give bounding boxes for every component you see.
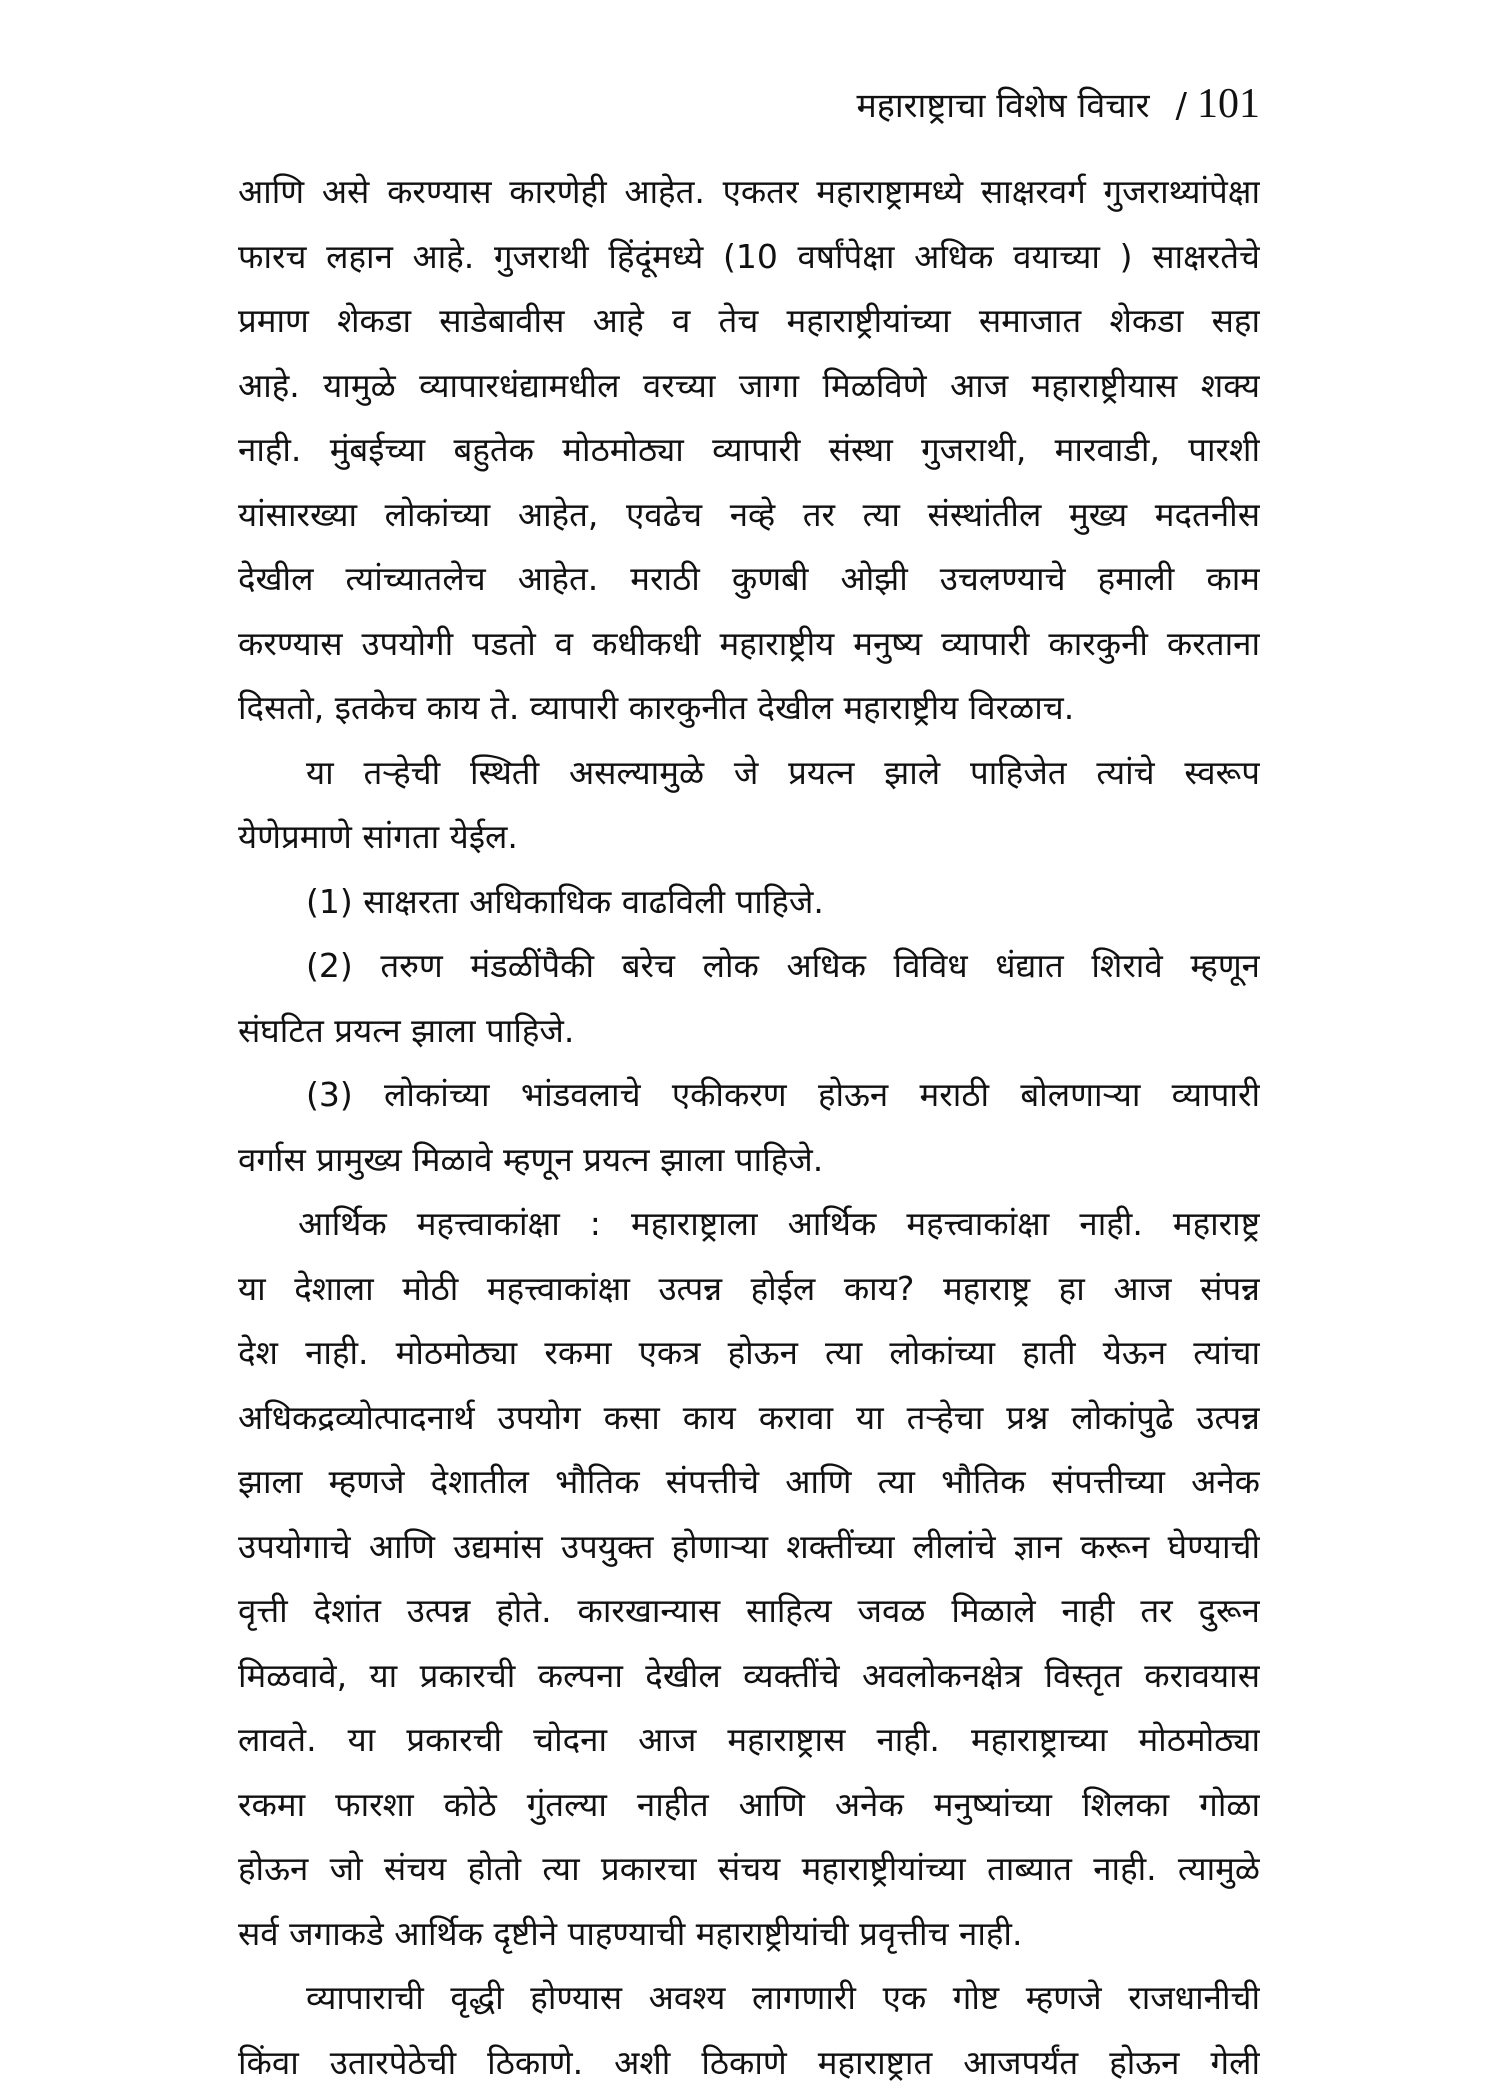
list-item: (2) तरुण मंडळींपैकी बरेच लोक अधिक विविध धंद्यात शिरावे म्हणून (238, 934, 1260, 999)
text-line: नाही. मुंबईच्या बहुतेक मोठमोठ्या व्यापारी संस्था गुजराथी, मारवाडी, पारशी (238, 418, 1260, 483)
section-paragraph-start: आर्थिक महत्त्वाकांक्षा : महाराष्ट्राला आर्थिक महत्त्वाकांक्षा नाही. महाराष्ट्र (238, 1192, 1260, 1257)
text-line: फारच लहान आहे. गुजराथी हिंदूंमध्ये (10 वर्षांपेक्षा अधिक वयाच्या ) साक्षरतेचे (238, 225, 1260, 290)
text-line: आहे. यामुळे व्यापारधंद्यामधील वरच्या जागा मिळविणे आज महाराष्ट्रीयास शक्य (238, 354, 1260, 419)
text-line: अधिकद्रव्योत्पादनार्थ उपयोग कसा काय करावा या तऱ्हेचा प्रश्न लोकांपुढे उत्पन्न (238, 1386, 1260, 1451)
text-line: करण्यास उपयोगी पडतो व कधीकधी महाराष्ट्रीय मनुष्य व्यापारी कारकुनी करताना (238, 612, 1260, 677)
text-line: उपयोगाचे आणि उद्यमांस उपयुक्त होणाऱ्या शक्तींच्या लीलांचे ज्ञान करून घेण्याची (238, 1515, 1260, 1580)
text-line: यांसारख्या लोकांच्या आहेत, एवढेच नव्हे तर त्या संस्थांतील मुख्य मदतनीस (238, 483, 1260, 548)
running-header (238, 82, 1260, 128)
page-number: 101 (1197, 81, 1260, 127)
text-line: या तऱ्हेची स्थिती असल्यामुळे जे प्रयत्न झाले पाहिजेत त्यांचे स्वरूप (238, 741, 1260, 806)
text-line: देश नाही. मोठमोठ्या रकमा एकत्र होऊन त्या लोकांच्या हाती येऊन त्यांचा (238, 1321, 1260, 1386)
text-line: रकमा फारशा कोठे गुंतल्या नाहीत आणि अनेक मनुष्यांच्या शिलका गोळा (238, 1773, 1260, 1838)
text-line: वर्गास प्रामुख्य मिळावे म्हणून प्रयत्न झाला पाहिजे. (238, 1128, 1260, 1193)
text-line: वृत्ती देशांत उत्पन्न होते. कारखान्यास साहित्य जवळ मिळाले नाही तर दुरून (238, 1579, 1260, 1644)
text-line: मिळवावे, या प्रकारची कल्पना देखील व्यक्तींचे अवलोकनक्षेत्र विस्तृत करावयास (238, 1644, 1260, 1709)
text-line: होऊन जो संचय होतो त्या प्रकारचा संचय महाराष्ट्रीयांच्या ताब्यात नाही. त्यामुळे (238, 1837, 1260, 1902)
text-line: व्यापाराची वृद्धी होण्यास अवश्य लागणारी एक गोष्ट म्हणजे राजधानीची (238, 1966, 1260, 2031)
text-line: किंवा उतारपेठेची ठिकाणे. अशी ठिकाणे महाराष्ट्रात आजपर्यंत होऊन गेली (238, 2031, 1260, 2095)
header-separator: / (1176, 84, 1187, 128)
text-line: लावते. या प्रकारची चोदना आज महाराष्ट्रास नाही. महाराष्ट्राच्या मोठमोठ्या (238, 1708, 1260, 1773)
text-line: सर्व जगाकडे आर्थिक दृष्टीने पाहण्याची महाराष्ट्रीयांची प्रवृत्तीच नाही. (238, 1902, 1260, 1967)
text-line: आणि असे करण्यास कारणेही आहेत. एकतर महाराष्ट्रामध्ये साक्षरवर्ग गुजराथ्यांपेक्षा (238, 160, 1260, 225)
text-line: प्रमाण शेकडा साडेबावीस आहे व तेच महाराष्ट्रीयांच्या समाजात शेकडा सहा (238, 289, 1260, 354)
text-line: येणेप्रमाणे सांगता येईल. (238, 805, 1260, 870)
body-text (238, 160, 1260, 2095)
text-line: दिसतो, इतकेच काय ते. व्यापारी कारकुनीत देखील महाराष्ट्रीय विरळाच. (238, 676, 1260, 741)
text-line: देखील त्यांच्यातलेच आहेत. मराठी कुणबी ओझी उचलण्याचे हमाली काम (238, 547, 1260, 612)
text-line: झाला म्हणजे देशातील भौतिक संपत्तीचे आणि त्या भौतिक संपत्तीच्या अनेक (238, 1450, 1260, 1515)
list-item: (1) साक्षरता अधिकाधिक वाढविली पाहिजे. (238, 870, 1260, 935)
text-line: संघटित प्रयत्न झाला पाहिजे. (238, 999, 1260, 1064)
list-item: (3) लोकांच्या भांडवलाचे एकीकरण होऊन मराठी बोलणाऱ्या व्यापारी (238, 1063, 1260, 1128)
running-title: महाराष्ट्राचा विशेष विचार (856, 86, 1149, 126)
text-line: या देशाला मोठी महत्त्वाकांक्षा उत्पन्न होईल काय? महाराष्ट्र हा आज संपन्न (238, 1257, 1260, 1322)
